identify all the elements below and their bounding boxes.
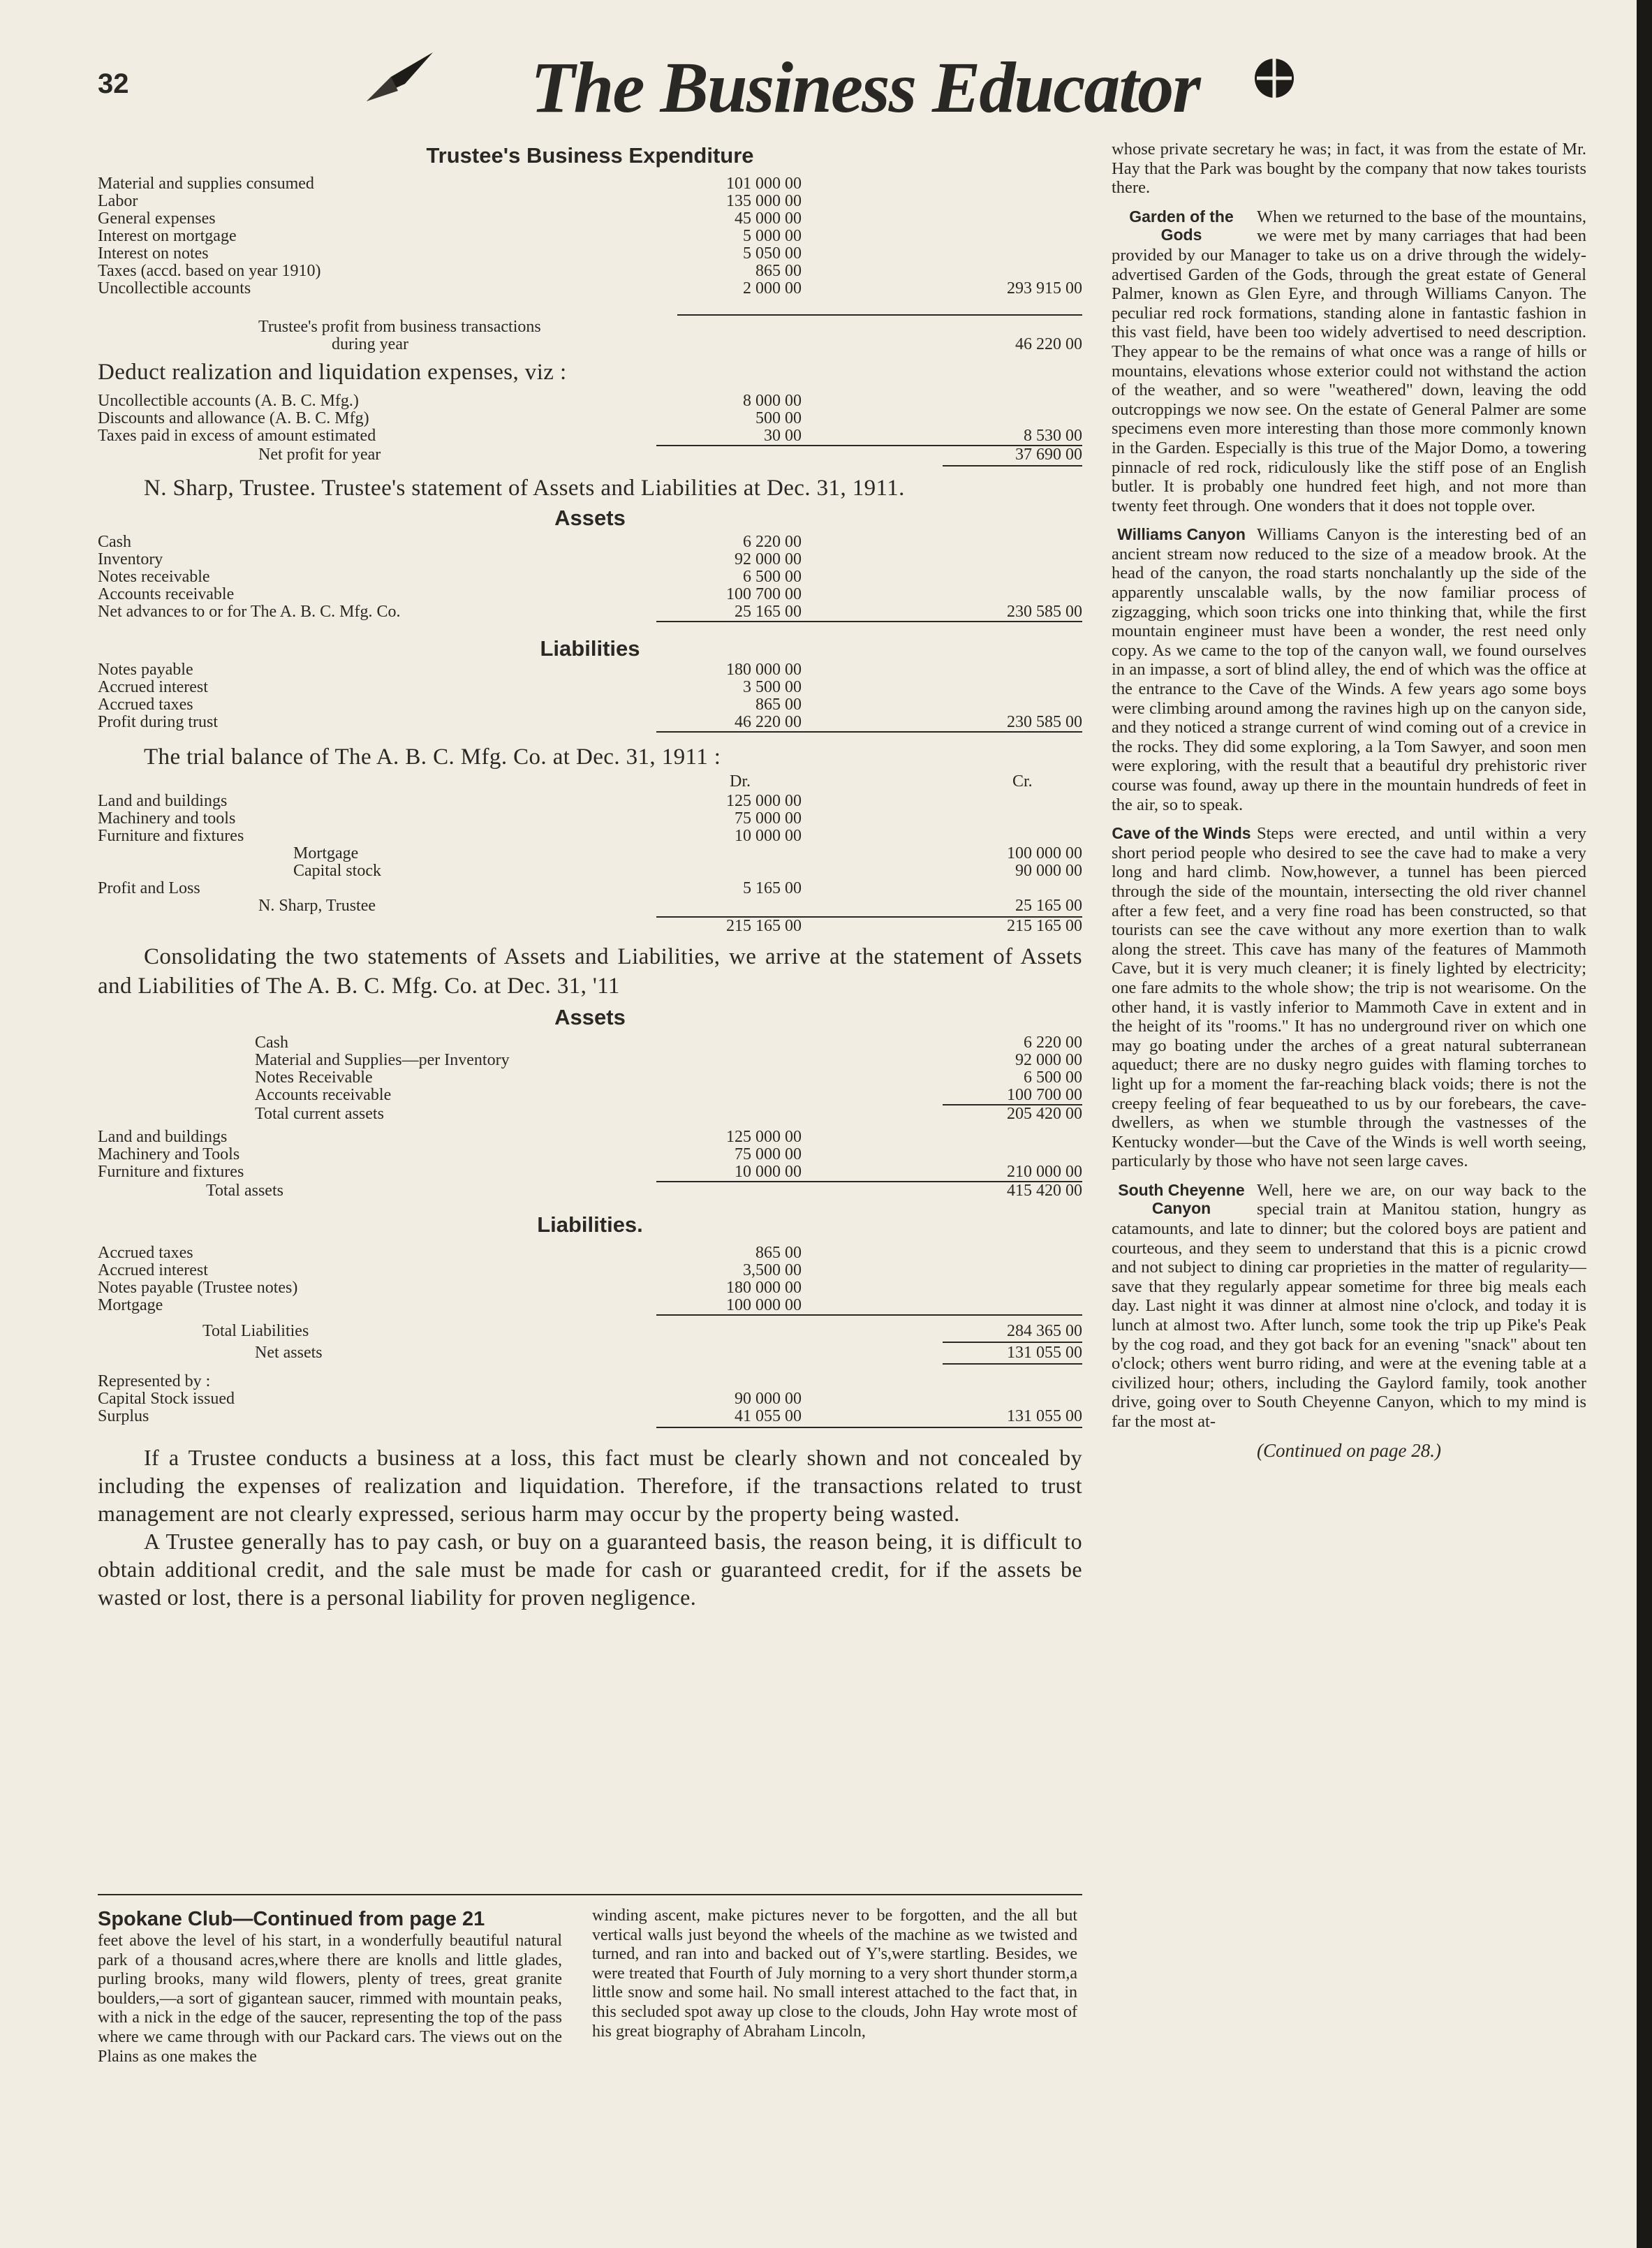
table-row: Cash 6 220 00 xyxy=(98,533,802,551)
table-row: Notes receivable 6 500 00 xyxy=(98,568,802,586)
consolidated-intro: Consolidating the two statements of Assets and Liabilities, we arrive at the statement of Assets and Liabilities of The A. B. C. Mfg. Co. at Dec. 31, '11 xyxy=(98,944,1082,999)
profit-row-2: during year 46 220 00 xyxy=(332,335,1082,353)
table-row: Profit during trust 46 220 00 230 585 00 xyxy=(98,713,1082,731)
trustee-profit: 46 220 00 xyxy=(1015,335,1082,353)
statement-assets-total: 230 585 00 xyxy=(1007,603,1082,621)
masthead xyxy=(98,42,1299,140)
table-row: Material and Supplies—per Inventory 92 000 00 xyxy=(255,1051,1082,1069)
consolidated-assets-table xyxy=(98,1034,1082,1200)
table-row: Notes payable 180 000 00 xyxy=(98,661,802,679)
table-row: Taxes (accd. based on year 1910) 865 00 xyxy=(98,262,802,280)
table-row: Mortgage 100 000 00 xyxy=(98,1296,802,1314)
net-assets-row: Net assets 131 055 00 xyxy=(255,1344,1082,1362)
profit-row: Trustee's profit from business transactions xyxy=(258,318,541,336)
expenditure-title: Trustee's Business Expenditure xyxy=(426,143,754,168)
liabilities-heading: Liabilities xyxy=(540,636,640,661)
table-row: Accrued taxes 865 00 xyxy=(98,696,802,714)
table-row: Machinery and tools 75 000 00 xyxy=(98,809,802,828)
expenditure-table xyxy=(98,175,1082,297)
cave-section: Cave of the Winds Steps were erected, and until within a very short period people who desired to see the cave had to make a very long and hard climb. Now,however, a tunnel has been pierced through the side of the mountain, intersecting the old river channel after a few feet, and a very fine road has been constructed, so that tourists can see the cave without any more exertion than to walk along the street. This cave has many of the features of Mammoth Cave, but it is very much cleaner; it is finely lighted by electricity; one fare admits to the whole show; the trip is not wearisome. On the other hand, it is vastly inferior to Mammoth Cave in extent and in the height of its "rooms." It has no underground river on which one may go boating under the arches of a great natural subterranean aqueduct; there are no dusky negro guides with flaming torches to light up for a moment the far-reaching black voids; there is not the creepy feeling of fear bequeathed to us by our forebears, the cave-dwellers, as when we stumble through the vastnesses of the Kentucky wonder—but the Cave of the Winds is well worth seeing, particularly by those who have not seen large caves. xyxy=(1112,824,1586,1171)
table-row: Notes payable (Trustee notes) 180 000 00 xyxy=(98,1279,802,1297)
spokane-text-1: feet above the level of his start, in a wonderfully beautiful natural park of a thousand acres,where there are knolls and little glades, purling brooks, many wild flowers, plenty of trees, great granite boulders,—a sort of gigantean saucer, rimmed with mountain peaks, with a nick in the edge of the saucer, representing the top of the pass where we came through with our Packard cars. The views out on the Plains as one makes the xyxy=(98,1932,562,2066)
current-total: 205 420 00 xyxy=(1007,1105,1082,1123)
table-row: Mortgage 100 000 00 xyxy=(293,844,1082,862)
side-heading-south: South Cheyenne Canyon xyxy=(1118,1180,1245,1217)
total-assets: 415 420 00 xyxy=(1007,1182,1082,1200)
statement-intro: N. Sharp, Trustee. Trustee's statement of Assets and Liabilities at Dec. 31, 1911. xyxy=(144,476,905,501)
divider xyxy=(943,1342,1082,1343)
table-row: Surplus 41 055 00 131 055 00 xyxy=(98,1407,1082,1425)
net-assets: 131 055 00 xyxy=(1007,1344,1082,1362)
net-profit-row: Net profit for year 37 690 00 xyxy=(258,446,1082,464)
statement-liabilities-table xyxy=(98,661,1082,733)
table-row: Taxes paid in excess of amount estimated 30 00 8 530 00 xyxy=(98,427,1082,445)
table-row: Accrued taxes 865 00 xyxy=(98,1244,802,1262)
spokane-heading: Spokane Club—Continued from page 21 xyxy=(98,1908,485,1930)
accounting-column xyxy=(98,143,1082,1611)
trial-table xyxy=(98,793,1082,935)
table-row: N. Sharp, Trustee 25 165 00 xyxy=(258,897,1082,915)
table-row: Interest on mortgage 5 000 00 xyxy=(98,227,802,245)
divider xyxy=(677,314,1082,316)
spokane-text-2: winding ascent, make pictures never to be forgotten, and the all but vertical walls just beyond the wheels of the machine as we twisted and turned, and ran into and backed out of Y's,were startling. Besides, we were treated that Fourth of July morning to a very short thunder storm,a little snow and some hail. No small interest attached to the fact that, in this secluded spot away up close to the clouds, John Hay wrote most of his great biography of Abraham Lincoln, xyxy=(592,1907,1077,2041)
closing-paragraph-1: If a Trustee conducts a business at a loss, this fact must be clearly shown and not concealed by including the expenses of realization and liquidation. Therefore, if the transactions related to trust management are not clearly expressed, serious harm may occur by the property being wasted. xyxy=(98,1445,1082,1526)
williams-section: Williams Canyon Williams Canyon is the interesting bed of an ancient stream now reduced to the size of a meadow brook. At the head of the canyon, the road starts nonchalantly up the side of the apparently unscalable walls, by the now familiar process of zigzagging, which soon tricks one into thinking that, while the first mountain engineer must have been a wonder, the rest need only copy. As we came to the top of the canyon wall, we found ourselves in an impasse, a sort of blind alley, the end of which was the office at the entrance to the Cave of the Winds. A few years ago some boys were climbing around among the ravines high up on the canyon side, and they noticed a strange current of wind coming out of a crevice in the rocks. They did some exploring, a la Tom Sawyer, and soon men were exploring, with the result that a beautiful dry prehistoric river course was found, away up there in the mountain hundreds of feet in the air, so to speak. xyxy=(1112,525,1586,814)
total-assets-row: Total assets 415 420 00 xyxy=(206,1182,1082,1200)
article-column xyxy=(1112,140,1586,1460)
side-heading-williams: Williams Canyon xyxy=(1117,525,1246,544)
divider xyxy=(656,1427,1082,1428)
table-row: General expenses 45 000 00 xyxy=(98,210,802,228)
consolidated-liabilities-table xyxy=(98,1244,1082,1428)
table-row: Uncollectible accounts 2 000 00 293 915 00 xyxy=(98,279,1082,297)
south-section: South Cheyenne Canyon Well, here we are, on our way back to the special train at Manitou station, hungry as catamounts, and late to dinner; but the colored boys are patient and courteous, and they seem to understand that this is a picnic crowd and not subject to dining car proprieties in the matter of regularity—save that they regularly appear sometime for three big meals each day. Last night it was dinner at almost nine o'clock, and today it is lunch at almost two. After lunch, some took the trip up Pike's Peak by the cog road, and they got back for an evening "snack" about ten o'clock; others went burro riding, and were at the evening table at a civilized hour; others, including the Gaylord family, took another drive, going over to South Cheyenne Canyon, which to my mind is far the most at- xyxy=(1112,1180,1586,1431)
net-profit: 37 690 00 xyxy=(1015,446,1082,464)
table-row: Interest on notes 5 050 00 xyxy=(98,244,802,263)
closing-paragraph-2: A Trustee generally has to pay cash, or buy on a guaranteed basis, the reason being, it is difficult to obtain additional credit, and the sale must be made for cash or guaranteed credit, for if the assets be wasted or lost, there is a personal liability for proven negligence. xyxy=(98,1529,1082,1610)
divider xyxy=(656,621,1082,622)
table-row: Notes Receivable 6 500 00 xyxy=(255,1068,1082,1087)
table-row: Profit and Loss 5 165 00 xyxy=(98,879,802,897)
consolidated-assets-heading: Assets xyxy=(554,1005,626,1029)
table-row: Land and buildings 125 000 00 xyxy=(98,1128,802,1146)
total-liabilities-row: Total Liabilities 284 365 00 xyxy=(202,1322,1082,1340)
table-row: Labor 135 000 00 xyxy=(98,192,802,210)
trial-intro: The trial balance of The A. B. C. Mfg. Co. at Dec. 31, 1911 : xyxy=(144,744,721,770)
dr-label: Dr. xyxy=(730,772,751,791)
page-number: 32 xyxy=(98,68,129,99)
table-row: Furniture and fixtures 10 000 00 xyxy=(98,827,802,845)
magazine-title: The Business Educator xyxy=(531,47,1200,128)
trial-header xyxy=(98,772,1082,793)
dr-total: 215 165 00 xyxy=(726,917,802,935)
table-row: Land and buildings 125 000 00 xyxy=(98,792,802,810)
side-heading-cave: Cave of the Winds xyxy=(1112,824,1251,843)
table-row: Accrued interest 3,500 00 xyxy=(98,1261,802,1279)
divider xyxy=(656,731,1082,733)
table-row: Uncollectible accounts (A. B. C. Mfg.) 8 000 00 xyxy=(98,392,802,410)
deduct-heading: Deduct realization and liquidation expenses, viz : xyxy=(98,360,567,385)
cr-label: Cr. xyxy=(1012,772,1033,791)
current-total-row: Total current assets 205 420 00 xyxy=(255,1105,1082,1123)
table-row: Net advances to or for The A. B. C. Mfg. Co. 25 165 00 230 585 00 xyxy=(98,603,1082,621)
represented-row: Represented by : xyxy=(98,1372,211,1390)
side-heading-garden: Garden of the Gods xyxy=(1129,207,1234,244)
deductions-table xyxy=(98,392,1082,467)
table-row: Furniture and fixtures 10 000 00 210 000 00 xyxy=(98,1163,1082,1181)
deductions-total: 8 530 00 xyxy=(1024,427,1082,445)
consolidated-liabilities-heading: Liabilities. xyxy=(537,1212,643,1237)
table-row: Discounts and allowance (A. B. C. Mfg) 500 00 xyxy=(98,409,802,427)
spokane-column-2 xyxy=(592,1907,1077,2041)
table-row: Capital stock 90 000 00 xyxy=(293,862,1082,880)
table-row: Machinery and Tools 75 000 00 xyxy=(98,1145,802,1163)
table-row: Capital Stock issued 90 000 00 xyxy=(98,1390,802,1408)
table-row: Accounts receivable 100 700 00 xyxy=(98,585,802,603)
table-row: Inventory 92 000 00 xyxy=(98,550,802,568)
spokane-column-1 xyxy=(98,1907,562,2066)
assets-heading: Assets xyxy=(554,506,626,530)
fixed-total: 210 000 00 xyxy=(1007,1163,1082,1181)
statement-liabilities-total: 230 585 00 xyxy=(1007,713,1082,731)
cr-total: 215 165 00 xyxy=(1007,917,1082,935)
continued-note: (Continued on page 28.) xyxy=(1257,1439,1441,1461)
page-edge xyxy=(1637,0,1652,2248)
article-paragraph: whose private secretary he was; in fact, it was from the estate of Mr. Hay that the Park was bought by the company that now takes tourists there. xyxy=(1112,140,1586,198)
table-row: Material and supplies consumed 101 000 00 xyxy=(98,175,802,193)
divider xyxy=(943,465,1082,467)
table-row: Accounts receivable 100 700 00 xyxy=(255,1086,1082,1104)
table-row: Cash 6 220 00 xyxy=(255,1034,1082,1052)
represented-total: 131 055 00 xyxy=(1007,1407,1082,1425)
statement-assets-table xyxy=(98,534,1082,622)
emblem-icon xyxy=(1250,52,1299,108)
divider xyxy=(943,1363,1082,1365)
garden-section: Garden of the Gods When we returned to the base of the mountains, we were met by many carriages that had been provided by our Manager to take us on a drive through the widely-advertised Garden of the Gods, through the great estate of General Palmer, known as Glen Eyre, and through Williams Canyon. The peculiar red rock formations, standing alone in fantastic fashion in this vast field, have been too widely advertised to need description. They appear to be the remains of what once was a range of hills or mountains, elevations whose exterior could not withstand the action of the weather, and so were "weathered" down, leaving the odd outcroppings we now see. On the estate of General Palmer are some specimens even more interesting than those more commonly known in the Garden. Especially is this true of the Major Domo, a towering pinnacle of red rock, ridiculously like the stiff pose of an English butler. It is probably one hundred feet high, and not more than twenty feet through. One wonders that it does not topple over. xyxy=(1112,207,1586,515)
section-divider xyxy=(98,1894,1082,1895)
quill-pen-icon xyxy=(363,49,440,105)
expenditure-total: 293 915 00 xyxy=(1007,279,1082,297)
divider xyxy=(656,1314,1082,1316)
trial-totals xyxy=(98,918,1082,935)
total-liabilities: 284 365 00 xyxy=(1007,1322,1082,1340)
table-row: Accrued interest 3 500 00 xyxy=(98,678,802,696)
